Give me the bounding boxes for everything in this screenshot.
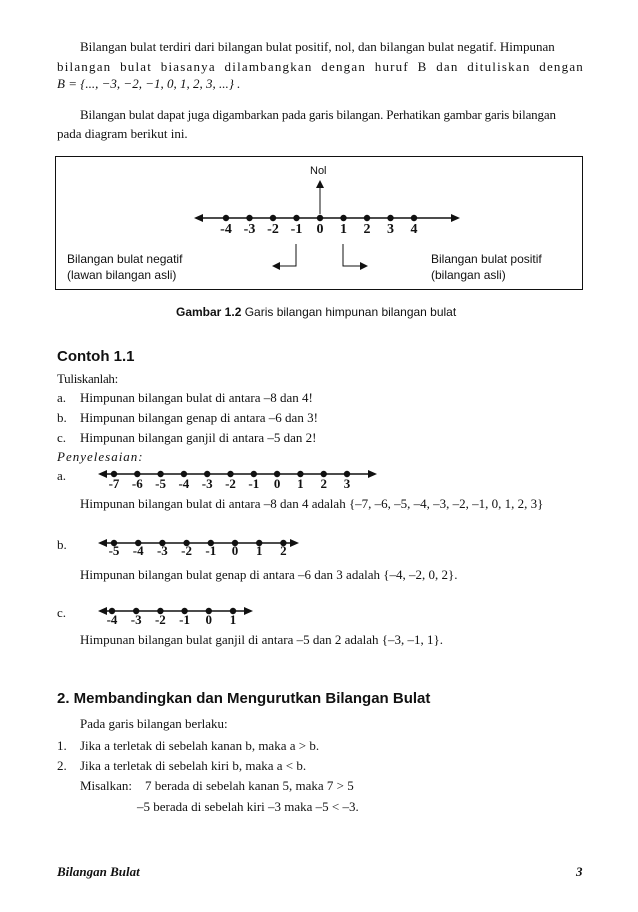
page-number: 3 [576,864,583,879]
example-title: Contoh 1.1 [57,348,135,365]
solution-a-tick-label: -3 [201,476,213,491]
solution-a-tick-label: -4 [178,476,190,491]
positive-title: Bilangan bulat positif [431,252,542,266]
rule-2-num: 2. [57,758,67,773]
intro-line-4: Bilangan bulat dapat juga digambarkan pada garis bilangan. Perhatikan gambar garis bilangan [80,107,556,122]
solution-c-letter: c. [57,605,67,620]
comparison-example-2: –5 berada di sebelah kiri –3 maka –5 < –3. [137,799,359,814]
rule-1-text: Jika a terletak di sebelah kanan b, maka a > b. [80,738,320,753]
intro-line-1: Bilangan bulat terdiri dari bilangan bulat positif, nol, dan bilangan bulat negatif. Himpunan [80,39,555,54]
solution-a-answer: Himpunan bilangan bulat di antara –8 dan 4 adalah {–7, –6, –5, –4, –3, –2, –1, 0, 1, 2, 3} [80,496,544,511]
solution-a-tick-label: -5 [155,476,167,491]
figure-tick-label: -1 [290,222,303,237]
solution-a-tick-label: -6 [131,476,143,491]
figure-tick-label: 2 [363,222,371,237]
solution-b-tick-label: -5 [108,543,120,558]
solution-a-tick-label: 0 [273,476,281,491]
solution-b-tick-label: 1 [255,543,263,558]
section-2-intro: Pada garis bilangan berlaku: [80,716,228,731]
rule-1-num: 1. [57,738,67,753]
example-item-b-letter: b. [57,410,67,425]
rule-2-text: Jika a terletak di sebelah kiri b, maka a < b. [80,758,307,773]
solution-c-tick-label: 1 [229,612,237,627]
positive-subtitle: (bilangan asli) [431,268,506,282]
intro-line-5: pada diagram berikut ini. [57,126,188,141]
solution-b-tick-label: 2 [280,543,287,558]
caption-text: Garis bilangan himpunan bilangan bulat [241,305,457,319]
zero-label: Nol [310,165,327,177]
figure-tick-label: 3 [387,222,394,237]
example-item-c: Himpunan bilangan ganjil di antara –5 dan 2! [80,430,317,445]
negative-title: Bilangan bulat negatif [67,252,183,266]
solution-c-tick-label: -1 [179,612,191,627]
solution-a-tick-label: -2 [225,476,236,491]
solution-a-tick-label: 2 [320,476,327,491]
solution-c-tick-label: 0 [205,612,213,627]
footer-title: Bilangan Bulat [57,864,140,879]
solution-b-tick-label: 0 [231,543,239,558]
solution-b-tick-label: -4 [132,543,144,558]
figure-tick-label: -2 [267,222,279,237]
solution-b-tick-label: -2 [181,543,193,558]
solution-a-tick-label: 1 [297,476,304,491]
section-2-title: 2. Membandingkan dan Mengurutkan Bilangan Bulat [57,690,431,707]
negative-subtitle: (lawan bilangan asli) [67,268,177,282]
solution-b-answer: Himpunan bilangan bulat genap di antara –6 dan 3 adalah {–4, –2, 0, 2}. [80,567,458,582]
solution-a-letter: a. [57,468,67,483]
intro-line-2-text: bilangan bulat biasanya dilambangkan dengan huruf B dan dituliskan dengan [57,59,584,74]
solution-a-tick-label: 3 [343,476,351,491]
figure-tick-label: -3 [243,222,256,237]
solution-c-tick-label: -2 [154,612,166,627]
example-item-a-letter: a. [57,390,67,405]
example-instruction: Tuliskanlah: [57,371,118,386]
solution-c-tick-label: -4 [106,612,118,627]
example-item-c-letter: c. [57,430,67,445]
solution-c-tick-label: -3 [130,612,142,627]
solution-b-tick-label: -1 [205,543,217,558]
solution-a-tick-label: -7 [108,476,120,491]
set-expression: B = {..., −3, −2, −1, 0, 1, 2, 3, ...} . [57,76,241,91]
comparison-example-1: 7 berada di sebelah kanan 5, maka 7 > 5 [145,778,354,793]
solution-label: Penyelesaian: [57,449,144,464]
solution-b-letter: b. [57,537,67,552]
example-label: Misalkan: [80,778,132,793]
figure-tick-label: 0 [316,222,324,237]
figure-tick-label: 1 [340,222,347,237]
example-item-b: Himpunan bilangan genap di antara –6 dan 3! [80,410,318,425]
solution-c-answer: Himpunan bilangan bulat ganjil di antara –5 dan 2 adalah {–3, –1, 1}. [80,632,444,647]
caption-bold: Gambar 1.2 [176,305,242,319]
figure-tick-label: -4 [220,222,232,237]
solution-b-tick-label: -3 [156,543,168,558]
example-item-a: Himpunan bilangan bulat di antara –8 dan 4! [80,390,313,405]
solution-a-tick-label: -1 [248,476,260,491]
figure-tick-label: 4 [410,222,418,237]
